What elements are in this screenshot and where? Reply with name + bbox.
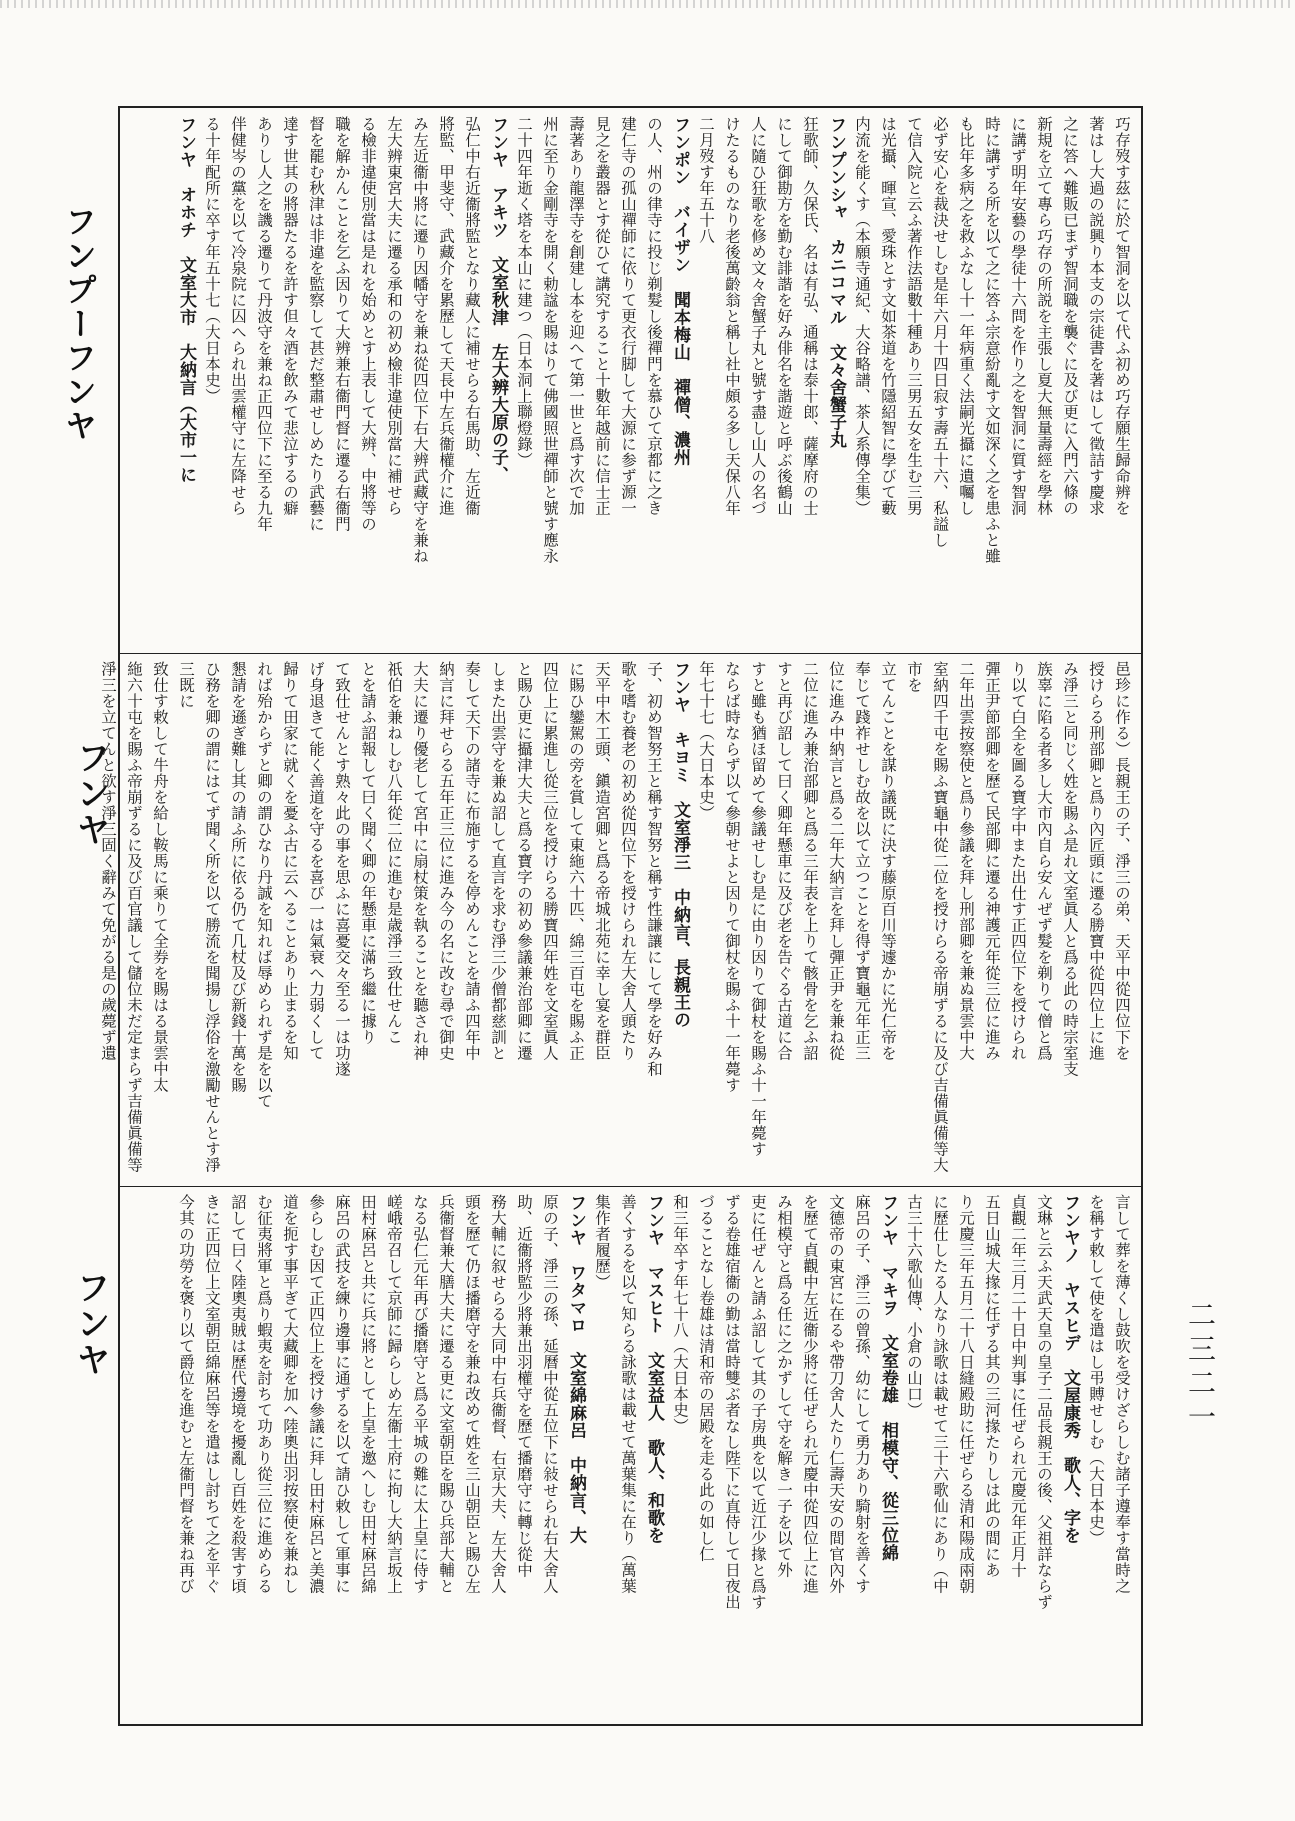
text-column: て致仕せんとす熟々此の事を思ふに喜憂交々至る一は功遂 (333, 661, 351, 1077)
text-column: て信入院と云ふ著作法語數十種あり三男五女を生む三男 (905, 116, 923, 516)
text-column: ひ務を卿の謂にはてず聞く所を以て勝流を聞揚し浮俗を激勵せんとす淨三既に (177, 661, 221, 1173)
text-column: み相模守と爲る任に之かずして守を解き一子を以て外 (775, 1194, 793, 1578)
text-column: に講ず明年安藝の學徒十六問を作り之を智洞に質す智洞 (1009, 116, 1027, 516)
text-column: 子、初め智努王と稱す智努と稱す性謙讓にして學を好み和 (645, 661, 663, 1077)
text-column: 弘仁中右近衞將監となり藏人に補せらる右馬助、左近衞 (463, 116, 481, 516)
text-column: 淨三を立てんと欲す淨三固く辭みて免がる是の歲薨ず遺 (99, 661, 117, 1061)
text-column: 文琳と云ふ天武天皇の皇子二品長親王の後、父祖詳ならず (1035, 1194, 1053, 1610)
text-column: 人に隨ひ狂歌を修め文々舍蟹子丸と號す盡し山人の名づ (749, 116, 767, 516)
band-divider (120, 653, 1141, 654)
text-column: 二月歿す年五十八 (697, 116, 715, 244)
text-column: 時に講ずる所を以て之に答ふ宗意紛亂す文如深く之を患ふと雖 (983, 116, 1001, 564)
text-column: 歌を嗜む養老の初め從四位下を授けられ左大舍人頭たり (619, 661, 637, 1061)
text-column: 位に進み中納言と爲る二年大納言を拜し彈正尹を兼ね從 (827, 661, 845, 1061)
text-column: 内流を能くす（本願寺通紀、大谷略譜、茶人系傳全集） (853, 116, 871, 516)
page-number: 二三二一 (1184, 1300, 1217, 1436)
text-column: 吏に任ぜんと請ふ詔して其の子房典を以て近江少掾と爲す (749, 1194, 767, 1610)
text-column: フンヤノ ヤスヒデ 文屋康秀 歌人、字を (1060, 1194, 1080, 1544)
text-column: り以て白全を圖る寶字中また出仕す正四位下を授けられ (1009, 661, 1027, 1061)
text-column: 祇伯を兼ねしむ八年從二位に進む是歳淨三致仕せんこ (385, 661, 403, 1045)
text-column: る檢非違使別當は是れを始めとす上表して大辨、中將等の (359, 116, 377, 532)
text-column: 今其の功勞を褒り以て爵位を進むと左衞門督を兼ね再び (177, 1194, 195, 1594)
text-column: 古三十六歌仙傳、小倉の山口） (905, 1194, 923, 1418)
text-column: 納言に拜せらる五年正三位に進み今の名に改む尋で御史 (437, 661, 455, 1061)
text-column: 之に答へ難販已まず智洞職を襲ぐに及び更に入門六條の (1061, 116, 1079, 516)
text-column: 貞觀二年三月二十日中判事に任ぜられ元慶元年正月十 (1009, 1194, 1027, 1578)
text-column: 田村麻呂と共に兵に將として上皇を邀へしむ田村麻呂綿 (359, 1194, 377, 1594)
text-column: 新規を立て專ら巧存の所説を主張し夏大無量壽經を學林 (1035, 116, 1053, 516)
text-column: 巧存歿す茲に於て智洞を以て代ふ初め巧存願生歸命辨を (1113, 116, 1131, 516)
margin-heading-middle: フンヤ (70, 740, 110, 848)
text-column: り元慶三年五月二十八日縫殿助に任ぜらる清和陽成兩朝 (957, 1194, 975, 1594)
text-column: フンヤ アキツ 文室秋津 左大辨大原の子、 (488, 116, 508, 484)
text-column: 室納四千屯を賜ふ寶龜中從二位を授けらる帝崩ずるに及び吉備眞備等大市を (905, 661, 949, 1173)
text-column: む征夷將軍と爲り蝦夷を討ちて功あり從三位に進めらる (255, 1194, 273, 1594)
margin-heading-top: フンプーフンヤ (60, 205, 98, 443)
text-column: と賜ひ更に攝津大夫と爲る寶字の初め參議兼治部卿に遷 (515, 661, 533, 1061)
text-column: フンヤ ワタマロ 文室綿麻呂 中納言、大 (566, 1194, 586, 1544)
text-column: げ身退きて能く善道を守るを喜び一は氣衰へ力弱くして (307, 661, 325, 1061)
margin-heading-bottom: フンヤ (70, 1270, 110, 1378)
text-band-middle (99, 661, 1135, 1179)
text-column: 立てんことを謀り議既に決す藤原百川等遽かに光仁帝を (879, 661, 897, 1061)
text-column: み淨三と同じく姓を賜ふ是れ文室眞人と爲る此の時宗室支 (1061, 661, 1079, 1077)
text-column: 奏して天下の諸寺に布施するを停めんことを請ふ四年中 (463, 661, 481, 1061)
text-column: 建仁寺の孤山禪師に依りて更衣行脚して大源に参ず源一 (619, 116, 637, 516)
text-column: 五日山城大掾に任ずる其の三河掾たりしは此の間にあ (983, 1194, 1001, 1578)
text-column: フンポン バイザン 聞本梅山 禪僧、濃州 (670, 116, 690, 466)
text-band-upper (128, 116, 1135, 646)
text-column: 歸りて田家に就くを憂ふ古に云へることあり止まるを知 (281, 661, 299, 1061)
text-column: 麻呂の武技を練り邊事に通ずるを以て請ひ敕して軍事に (333, 1194, 351, 1594)
text-column: 年七十七（大日本史） (697, 661, 715, 821)
text-column: ありし人之を譏る遷りて丹波守を兼ね正四位下に至る九年 (255, 116, 273, 532)
text-column: なる弘仁元年再び播磨守と爲る平城の難に太上皇に侍す (411, 1194, 429, 1594)
text-column: 原の子、淨三の孫、延曆中從五位下に敍せられ右大舍人 (541, 1194, 559, 1594)
text-column: フンヤ マスヒト 文室益人 歌人、和歌を (644, 1194, 664, 1544)
text-column: 和三年卒す年七十八（大日本史） (671, 1194, 689, 1434)
text-column: 二十四年逝く塔を本山に建つ（日本洞上聯燈錄） (515, 116, 533, 468)
text-column: しまた出雲守を兼ぬ詔して直言を求む淨三少僧都慈訓と (489, 661, 507, 1061)
text-column: に歷仕したる人なり詠歌は載せて三十六歌仙にあり（中 (931, 1194, 949, 1594)
text-column: 文德帝の東宮に在るや帶刀舍人たり仁壽天安の間官內外 (827, 1194, 845, 1594)
text-column: 職を解かんことを乞ふ因りて大辨兼右衞門督に遷る右衞門 (333, 116, 351, 532)
text-column: 狂歌師、久保氏、名は有弘、通稱は泰十郎、薩摩府の士 (801, 116, 819, 516)
text-column: 伴健岑の黨を以て冷泉院に囚へられ出雲權守に左降せら (229, 116, 247, 516)
text-column: 州に至り金剛寺を開く勅諡を賜はりて佛國照世禪師と號す應永 (541, 116, 559, 564)
text-column: にして御勘方を勤む誹諧を好み俳名を諧遊と呼ぶ後鶴山 (775, 116, 793, 516)
text-column: フンヤ マキヲ 文室卷雄 相模守、從三位綿 (878, 1194, 898, 1562)
text-column: 天平中木工頭、鎭造宮卿と爲る帝城北苑に幸し宴を群臣 (593, 661, 611, 1061)
text-column: 助、近衞將監少將兼出羽權守を歷て播磨守に轉じ從中 (515, 1194, 533, 1578)
text-column: る十年配所に卒す年五十七（大日本史） (203, 116, 221, 404)
scan-top-edge (0, 0, 1295, 8)
text-column: 嵯峨帝召して京師に歸らしめ左衞士府に拘し大納言坂上 (385, 1194, 403, 1594)
text-column: 道を扼す事平ぎて大藏卿を加へ陸奧出羽按察使を兼ねし (281, 1194, 299, 1594)
text-column: 詔して曰く陸奧夷賊は歷代邊境を擾亂し百姓を殺害す頃 (229, 1194, 247, 1594)
text-band-lower (128, 1194, 1135, 1720)
text-column: を歷て貞觀中左近衞少將に任ぜられ元慶中從四位上に進 (801, 1194, 819, 1594)
text-column: 頭を歷て仍ほ播磨守を兼ね改めて姓を三山朝臣と賜ひ左 (463, 1194, 481, 1594)
text-column: 言して葬を薄くし鼓吹を受けざらしむ諸子遵奉す當時之 (1113, 1194, 1131, 1594)
band-divider (120, 1186, 1141, 1187)
text-column: 兵衞督兼大膳大夫に遷る更に文室朝臣を賜ひ兵部大輔と (437, 1194, 455, 1594)
text-column: きに正四位上文室朝臣綿麻呂等を遣はし討ちて之を平ぐ (203, 1194, 221, 1594)
text-column: とを請ふ詔報して曰く聞く卿の年懸車に滿ち繼に據り (359, 661, 377, 1045)
text-column: 務大輔に叙せらる大同中右兵衞督、右京大夫、左大舍人 (489, 1194, 507, 1594)
text-column: 參らしむ因て正四位上を授け參議に拜し田村麻呂と美濃 (307, 1194, 325, 1594)
text-column: 四位上に累進し從三位を授けらる勝寶四年姓を文室眞人 (541, 661, 559, 1061)
text-column: 致仕す敕して牛舟を給し鞍馬に乘りて全券を賜はる景雲中太 (151, 661, 169, 1093)
text-column: 見之を叢器とす從ひて講究すること十數年越前に信士正 (593, 116, 611, 516)
text-column: ならば時ならず以て參朝せよと因りて御杖を賜ふ十一年薨す (723, 661, 741, 1093)
text-column: づることなし卷雄は清和帝の居殿を走る此の如し仁 (697, 1194, 715, 1562)
text-column: 著はし大過の説興り本支の宗徒書を著はして徵詰す慶求 (1087, 116, 1105, 516)
text-column: 絁六十屯を賜ふ帝崩ずるに及び百官議して儲位未だ定まらず吉備眞備等 (125, 661, 143, 1173)
text-column: 奉じて踐祚せしむ故を以て立つことを得ず寶龜元年正三 (853, 661, 871, 1061)
text-column: み左近衞中將に遷り因幡守を兼ね從四位下右大辨武藏守を兼ね (411, 116, 429, 564)
text-column: に賜ひ鑾駕の旁を賞して東絁六十匹、綿三百屯を賜ふ正 (567, 661, 585, 1061)
text-column: フンヤ オホチ 文室大市 大納言（大市一に (176, 116, 196, 484)
text-column: ずる卷雄宿衞の勤は當時雙ぶ者なし陛下に直侍して日夜出 (723, 1194, 741, 1610)
text-column: フンプンシャ カニコマル 文々舍蟹子丸 (826, 116, 846, 449)
text-column: 授けらる刑部卿と爲り內匠頭に遷る勝寶中從四位上に進 (1087, 661, 1105, 1061)
text-column: も比年多病之を救ふなし十一年病重く法嗣光攝に遺囑し (957, 116, 975, 516)
text-column: すと雖も猶ほ留めて參議せしむ是に由り因りて御杖を賜ふ十一年薨す (749, 661, 767, 1157)
text-column: フンヤ キヨミ 文室淨三 中納言、長親王の (670, 661, 690, 1029)
text-column: の人、州の律寺に投じ剃髮し後禪門を慕ひて京都に之き (645, 116, 663, 516)
text-column: 壽著あり龍澤寺を創建し本を迎へて第一世と爲す次で加 (567, 116, 585, 516)
text-column: は光攝、暉宣、愛珠とす文如茶道を竹隱紹智に學びて藪 (879, 116, 897, 516)
text-column: 邑珍に作る）長親王の子、淨三の弟、天平中從四位下を (1113, 661, 1131, 1061)
text-column: 大夫に遷り優老して宮中に扇杖策を執ることを聽され神 (411, 661, 429, 1061)
text-column: 善くするを以て知らる詠歌は載せて萬葉集に在り（萬葉 (619, 1194, 637, 1594)
text-column: けたるものなり老後萬齡翁と稱し社中頗る多し天保八年 (723, 116, 741, 516)
text-column: 二位に進み兼治部卿と爲る三年表を上りて骸骨を乞ふ詔 (801, 661, 819, 1061)
text-column: 達す世其の將器たるを許す但々酒を飲みて悲泣するの癖 (281, 116, 299, 516)
text-column: 督を罷む秋津は非違を監察して甚だ整肅せしめたり武藝に (307, 116, 325, 532)
text-column: れば殆からずと卿の謂ひなり丹誠を知れば辱められず是を以て (255, 661, 273, 1109)
text-column: 將監、甲斐守、武藏介を累歷して天長中左兵衞權介に進 (437, 116, 455, 516)
text-column: を稱す敕して使を遣はし弔賻せしむ（大日本史） (1087, 1194, 1105, 1546)
text-column: 必ず安心を裁決せしむ是年六月十四日寂す壽五十六、私謚し (931, 116, 949, 548)
text-column: 彈正尹節部卿を歷て民部卿に遷る神護元年從三位に進み (983, 661, 1001, 1061)
text-column: 族辜に陷る者多し大市內自ら安んぜず髮を剃りて僧と爲 (1035, 661, 1053, 1061)
text-column: すと再び詔して曰く卿年懸車に及び老を告ぐる古道に合 (775, 661, 793, 1061)
page-frame (99, 106, 1143, 1726)
text-column: 二年出雲按察使と爲り參議を拜し刑部卿を兼ぬ景雲中大 (957, 661, 975, 1061)
text-column: 麻呂の子、淨三の曾孫、幼にして勇力あり騎射を善くす (853, 1194, 871, 1594)
text-column: 懇請を遜ぎ難し其の請ふ所に依る仍て几杖及び新錢十萬を賜 (229, 661, 247, 1093)
text-column: 集作者履歷） (593, 1194, 611, 1290)
text-column: 左大辨東宮大夫に遷る承和の初め檢非違使別當に補せら (385, 116, 403, 516)
